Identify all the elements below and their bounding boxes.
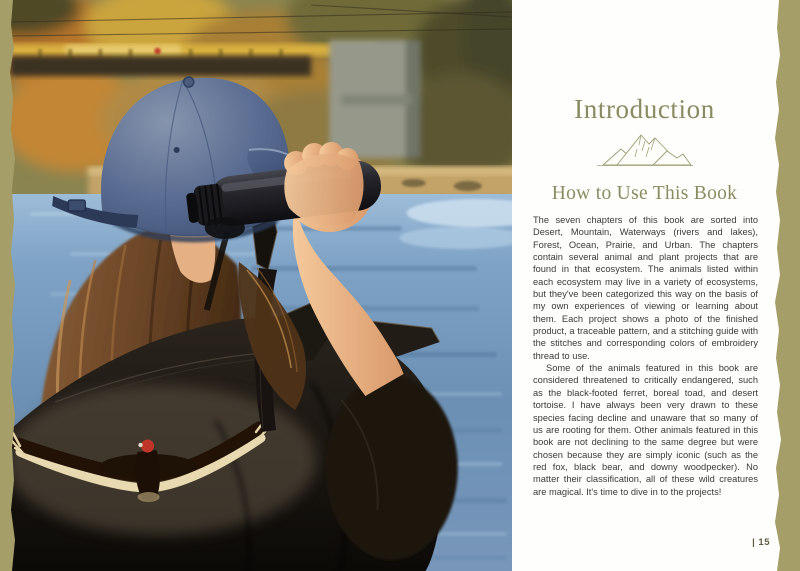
torn-edge-right-border [774,0,800,571]
section-heading: How to Use This Book [551,183,738,204]
concrete-pillar [329,40,420,158]
photo-page [10,0,512,571]
river-photo [10,0,512,571]
body-paragraph-2: Some of the animals featured in this book are considered threatened to critically endangered, such as the black-footed ferret, boreal toad, and desert tortoise. I have always been very drawn to these species facing decline and unaware that so many of us are rooting for them. Other animals featured in this book are not declining to the same degree but were chosen because they are simply iconic (such as the red fox, black bear, and downy woodpecker). No matter their classification, all of these wild creatures are magical. It's time to dive in to the projects! [533,363,758,497]
body-paragraph-1: The seven chapters of this book are sorted into Desert, Mountain, Waterways (rivers and lakes), Forest, Ocean, Prairie, and Urban. The chapters contain several animal and plant projects that are found in that ecosystem. The animals listed within each ecosystem may live in a variety of ecosystems, but they've been categorized this way on the basis of my own experiences of viewing or learning about them. Each project shows a photo of the finished product, a traceable pattern, and a stitching guide with the stitches and corresponding colors of embroidery thread to use. [533,215,758,361]
mountain-sketch-icon [512,127,777,171]
body-copy [512,214,777,498]
page-number: | 15 [752,537,770,548]
torn-edge-left-border [0,0,20,571]
text-page [512,0,777,571]
gripping-hand-fingers [284,142,363,226]
page-title: Introduction [574,94,715,124]
